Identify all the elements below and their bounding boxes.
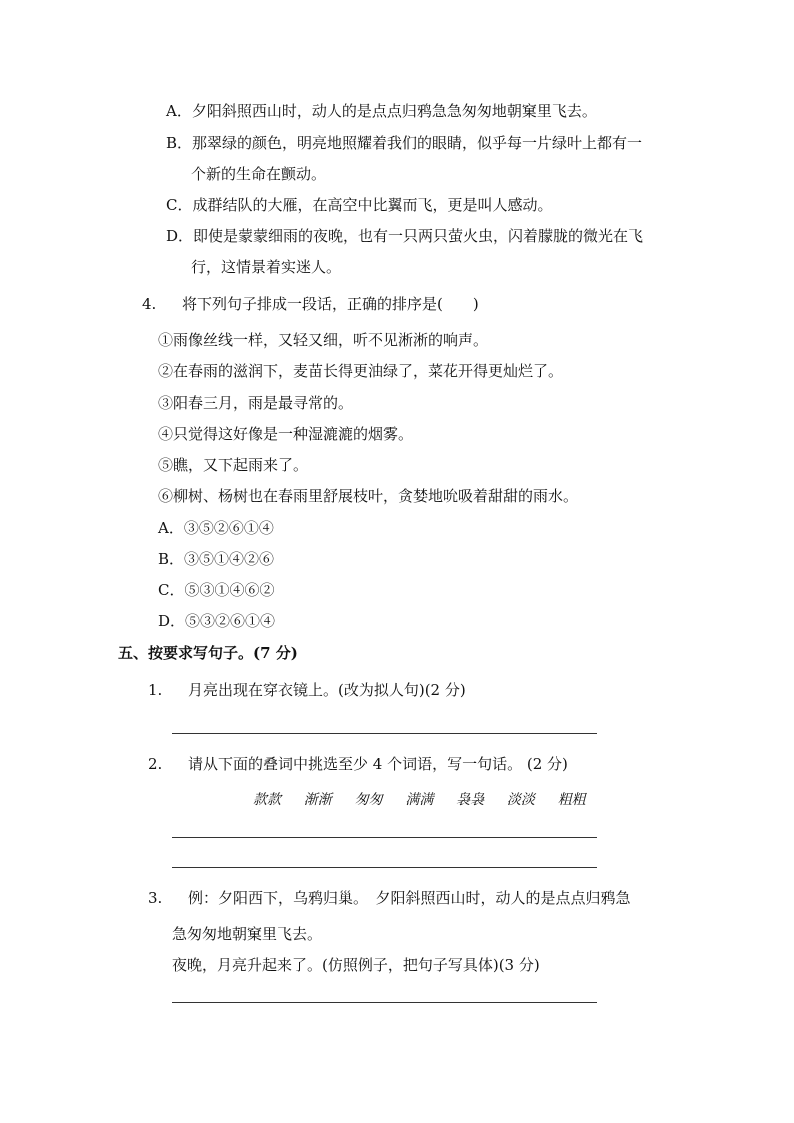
q4-sentence-2: ②在春雨的滋润下，麦苗长得更油绿了，菜花开得更灿烂了。 bbox=[158, 362, 564, 380]
q3-option-b-line2: 个新的生命在颤动。 bbox=[191, 165, 327, 183]
q3-option-a: A．夕阳斜照西山时，动人的是点点归鸦急急匆匆地朝窠里飞去。 bbox=[166, 102, 597, 120]
q4-option-c: C．⑤③①④⑥② bbox=[158, 581, 275, 599]
q4-sentence-4: ④只觉得这好像是一种湿漉漉的烟雾。 bbox=[158, 425, 414, 443]
section-title: 五、按要求写句子。(7 分) bbox=[118, 644, 298, 662]
s5-q2-answer-line-2[interactable] bbox=[172, 867, 597, 868]
word-2: 渐渐 bbox=[303, 792, 332, 808]
s5-q2-number: 2. bbox=[148, 755, 163, 773]
s5-q3-answer-line[interactable] bbox=[172, 1002, 597, 1003]
s5-q1-text: 月亮出现在穿衣镜上。(改为拟人句)(2 分) bbox=[188, 681, 466, 699]
s5-q2-text: 请从下面的叠词中挑选至少 4 个词语，写一句话。 (2 分) bbox=[188, 755, 568, 773]
q4-sentence-3: ③阳春三月，雨是最寻常的。 bbox=[158, 394, 354, 412]
q4-option-a: A．③⑤②⑥①④ bbox=[158, 519, 274, 537]
q3-option-b-line1: B．那翠绿的颜色，明亮地照耀着我们的眼睛，似乎每一片绿叶上都有一 bbox=[166, 134, 643, 152]
s5-q2-answer-line-1[interactable] bbox=[172, 837, 597, 838]
word-3: 匆匆 bbox=[354, 792, 383, 808]
s5-q3-task: 夜晚，月亮升起来了。(仿照例子，把句子写具体)(3 分) bbox=[172, 956, 540, 974]
q3-option-c: C．成群结队的大雁，在高空中比翼而飞，更是叫人感动。 bbox=[166, 196, 553, 214]
word-5: 袅袅 bbox=[456, 792, 485, 808]
q4-sentence-6: ⑥柳树、杨树也在春雨里舒展枝叶，贪婪地吮吸着甜甜的雨水。 bbox=[158, 487, 579, 505]
q3-option-d-line2: 行，这情景着实迷人。 bbox=[191, 258, 342, 276]
q4-number: 4. bbox=[142, 295, 157, 313]
q4-option-b: B．③⑤①④②⑥ bbox=[158, 550, 275, 568]
s5-q3-number: 3. bbox=[148, 889, 163, 907]
q4-sentence-1: ①雨像丝线一样，又轻又细，听不见淅淅的响声。 bbox=[158, 331, 489, 349]
q4-stem: 将下列句子排成一段话，正确的排序是( ) bbox=[182, 295, 479, 313]
word-7: 粗粗 bbox=[557, 792, 586, 808]
word-6: 淡淡 bbox=[506, 792, 535, 808]
q4-option-d: D．⑤③②⑥①④ bbox=[158, 612, 276, 630]
word-1: 款款 bbox=[253, 792, 281, 808]
s5-q3-example-line1: 例：夕阳西下，乌鸦归巢。 夕阳斜照西山时，动人的是点点归鸦急 bbox=[188, 889, 631, 907]
s5-q2-word-list bbox=[253, 789, 604, 810]
q3-option-d-line1: D．即使是蒙蒙细雨的夜晚，也有一只两只萤火虫，闪着朦胧的微光在飞 bbox=[166, 227, 644, 245]
q4-sentence-5: ⑤瞧，又下起雨来了。 bbox=[158, 456, 309, 474]
s5-q1-number: 1. bbox=[148, 681, 163, 699]
s5-q1-answer-line[interactable] bbox=[172, 733, 597, 734]
word-4: 满满 bbox=[405, 792, 434, 808]
s5-q3-example-line2: 急匆匆地朝窠里飞去。 bbox=[172, 925, 323, 943]
